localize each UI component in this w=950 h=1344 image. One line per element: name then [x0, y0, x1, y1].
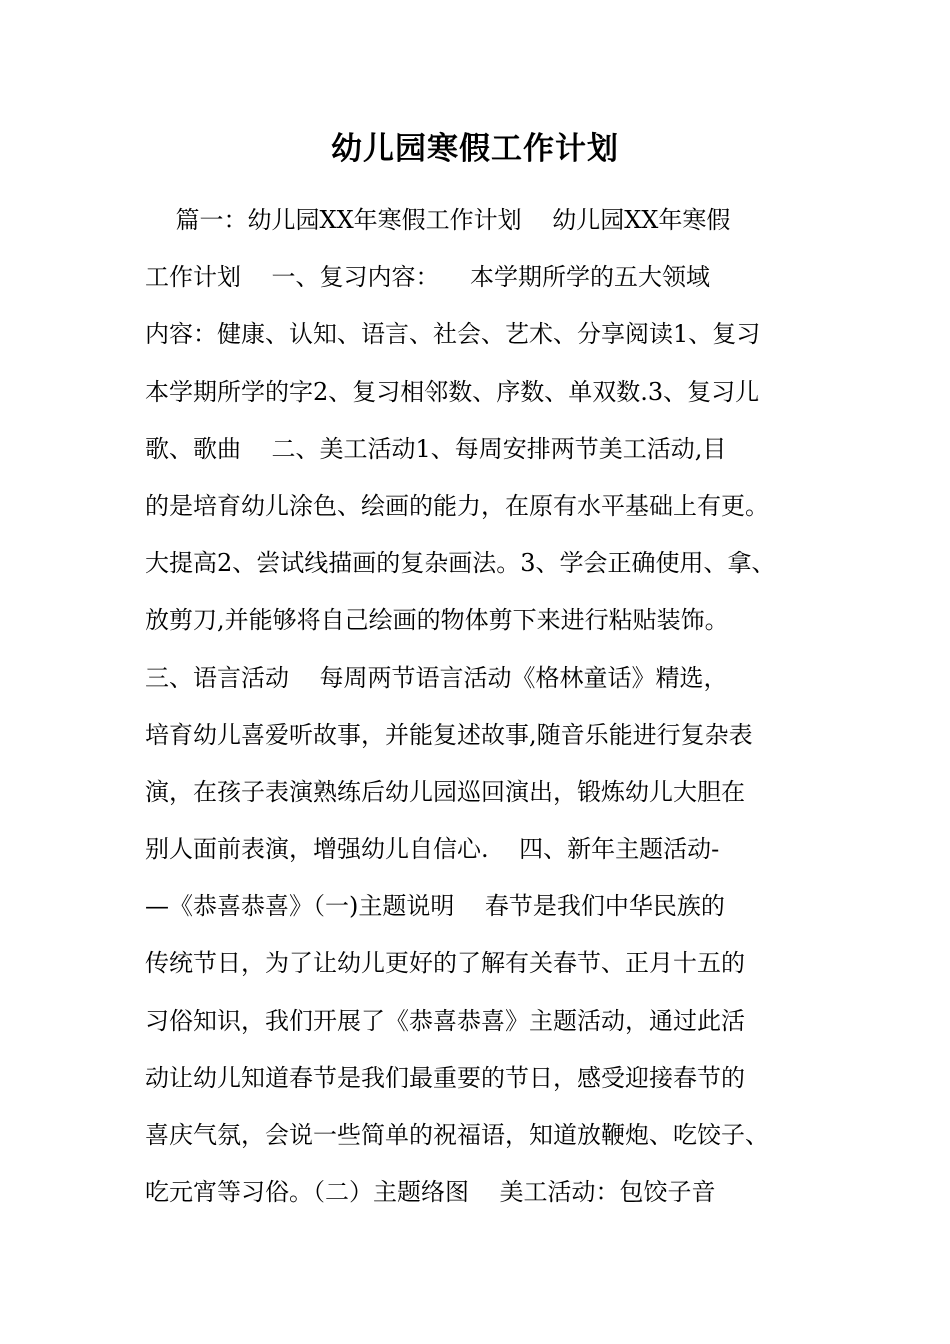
document-body [145, 192, 815, 1221]
body-line: 放剪刀,并能够将自己绘画的物体剪下来进行粘贴装饰。 [145, 606, 729, 635]
body-line: 吃元宵等习俗。（二）主题络图 美工活动：包饺子音 [145, 1178, 716, 1207]
body-line: 篇一：幼儿园XX年寒假工作计划 幼儿园XX年寒假 [145, 206, 731, 234]
body-line: 内容：健康、认知、语言、社会、艺术、分享阅读1、复习 [145, 320, 761, 349]
body-line: 歌、歌曲 二、美工活动1、每周安排两节美工活动,目 [145, 434, 727, 463]
body-line: 大提高2、尝试线描画的复杂画法。3、学会正确使用、拿、 [145, 549, 776, 578]
body-line: 本学期所学的字2、复习相邻数、序数、单双数.3、复习儿 [145, 377, 760, 406]
body-line: 传统节日，为了让幼儿更好的了解有关春节、正月十五的 [145, 949, 745, 978]
body-line: 培育幼儿喜爱听故事，并能复述故事,随音乐能进行复杂表 [145, 720, 753, 749]
body-line: 工作计划 一、复习内容： 本学期所学的五大领域 [145, 263, 711, 292]
body-line: 三、语言活动 每周两节语言活动《格林童话》精选， [145, 663, 728, 692]
body-line: 别人面前表演，增强幼儿自信心. 四、新年主题活动- [145, 835, 720, 864]
body-line: 的是培育幼儿涂色、绘画的能力，在原有水平基础上有更。 [145, 491, 769, 520]
body-line: 喜庆气氛，会说一些简单的祝福语，知道放鞭炮、吃饺子、 [145, 1121, 769, 1149]
body-line: 习俗知识，我们开展了《恭喜恭喜》主题活动，通过此活 [145, 1006, 745, 1035]
body-line: —《恭喜恭喜》（一)主题说明 春节是我们中华民族的 [145, 892, 725, 921]
document-title: 幼儿园寒假工作计划 [331, 131, 619, 167]
body-line: 动让幼儿知道春节是我们最重要的节日，感受迎接春节的 [145, 1063, 745, 1092]
body-line: 演，在孩子表演熟练后幼儿园巡回演出，锻炼幼儿大胆在 [145, 777, 745, 806]
